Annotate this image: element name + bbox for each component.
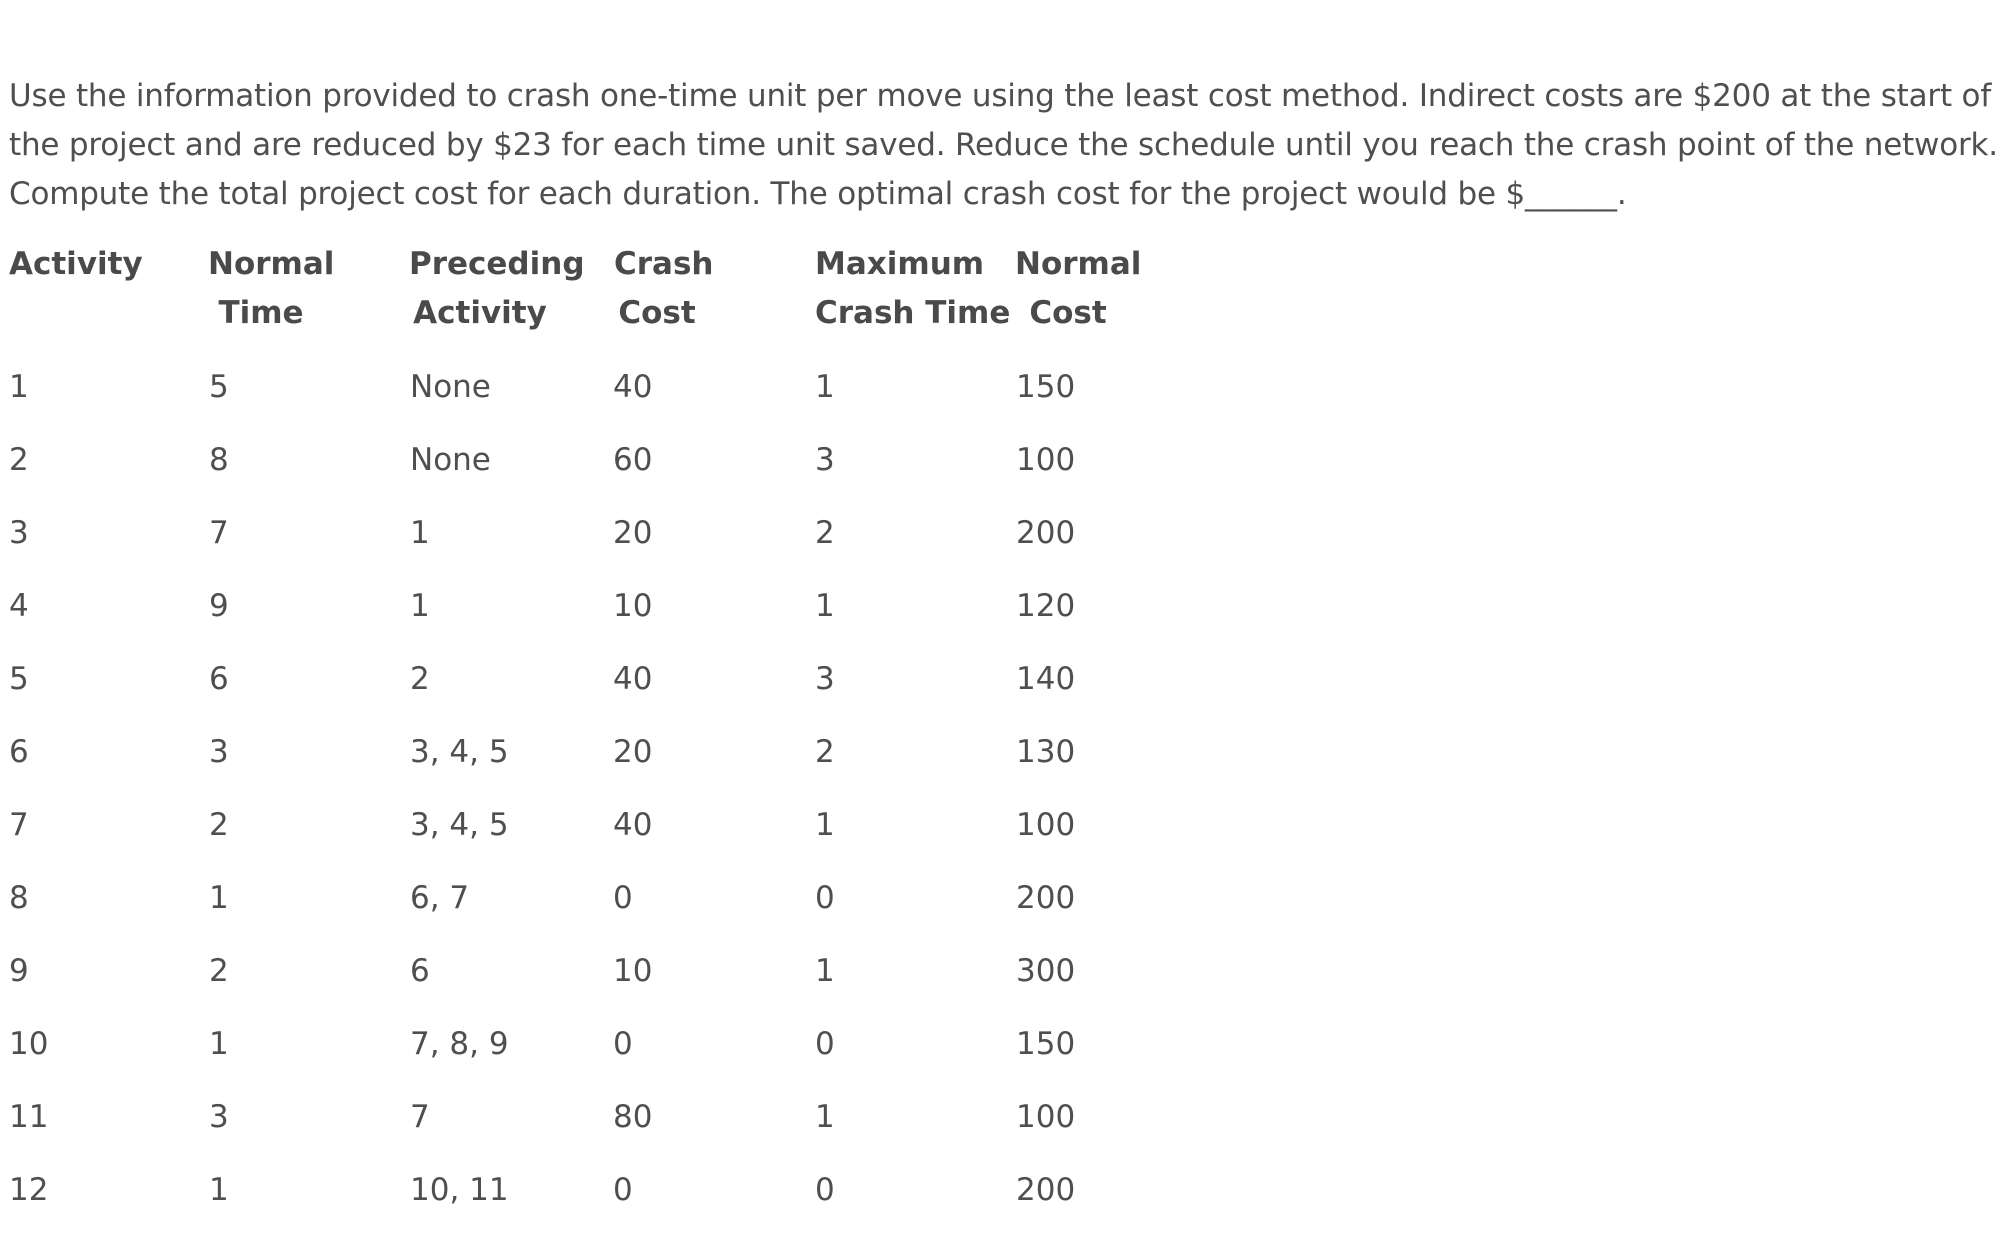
cell-maximum-crash-time: 3 — [815, 442, 835, 478]
header-preceding-activity — [409, 240, 585, 338]
cell-activity: 5 — [9, 661, 29, 697]
cell-crash-cost: 20 — [613, 734, 653, 770]
cell-normal-time: 2 — [209, 953, 229, 989]
header-crash-cost-line1: Crash — [614, 246, 714, 282]
cell-crash-cost: 0 — [613, 880, 633, 916]
header-activity-line1: Activity — [9, 246, 143, 282]
cell-preceding-activity: 2 — [410, 661, 430, 697]
cell-preceding-activity: None — [410, 442, 491, 478]
cell-maximum-crash-time: 1 — [815, 1099, 835, 1135]
cell-activity: 7 — [9, 807, 29, 843]
cell-normal-cost: 140 — [1016, 661, 1076, 697]
cell-activity: 12 — [9, 1172, 49, 1208]
header-maximum-crash-time — [815, 240, 1011, 338]
cell-normal-cost: 150 — [1016, 1026, 1076, 1062]
cell-normal-time: 7 — [209, 515, 229, 551]
header-normal-time-line2: Time — [218, 295, 304, 331]
cell-normal-cost: 150 — [1016, 369, 1076, 405]
cell-maximum-crash-time: 0 — [815, 1172, 835, 1208]
header-activity — [9, 240, 143, 289]
question-text: Use the information provided to crash one-time unit per move using the least cost method. Indirect costs are $200 at the start of the project and are reduced by $23 for each time unit saved. Reduce the schedule until you reach the crash point of the network. Compute the total project cost for each duration. The optimal crash cost for the project would be $______. — [9, 78, 1998, 212]
cell-preceding-activity: 1 — [410, 515, 430, 551]
cell-preceding-activity: 7 — [410, 1099, 430, 1135]
cell-maximum-crash-time: 2 — [815, 515, 835, 551]
cell-activity: 9 — [9, 953, 29, 989]
cell-preceding-activity: 10, 11 — [410, 1172, 509, 1208]
cell-normal-time: 3 — [209, 734, 229, 770]
cell-activity: 11 — [9, 1099, 49, 1135]
header-normal-cost-line1: Normal — [1015, 246, 1142, 282]
cell-preceding-activity: 6 — [410, 953, 430, 989]
cell-activity: 3 — [9, 515, 29, 551]
cell-normal-cost: 200 — [1016, 880, 1076, 916]
cell-normal-time: 1 — [209, 880, 229, 916]
header-preceding-activity-line2: Activity — [413, 295, 547, 331]
cell-normal-time: 1 — [209, 1172, 229, 1208]
cell-normal-time: 3 — [209, 1099, 229, 1135]
cell-maximum-crash-time: 1 — [815, 588, 835, 624]
header-crash-cost — [614, 240, 714, 338]
cell-maximum-crash-time: 2 — [815, 734, 835, 770]
cell-normal-time: 5 — [209, 369, 229, 405]
cell-preceding-activity: 1 — [410, 588, 430, 624]
header-preceding-activity-line1: Preceding — [409, 246, 585, 282]
header-maximum-crash-time-line1: Maximum — [815, 246, 985, 282]
cell-crash-cost: 40 — [613, 369, 653, 405]
cell-crash-cost: 10 — [613, 588, 653, 624]
header-crash-cost-line2: Cost — [618, 295, 696, 331]
cell-maximum-crash-time: 0 — [815, 1026, 835, 1062]
cell-crash-cost: 0 — [613, 1172, 633, 1208]
cell-crash-cost: 40 — [613, 807, 653, 843]
cell-preceding-activity: None — [410, 369, 491, 405]
cell-maximum-crash-time: 0 — [815, 880, 835, 916]
cell-activity: 4 — [9, 588, 29, 624]
header-normal-cost-line2: Cost — [1029, 295, 1107, 331]
cell-normal-cost: 200 — [1016, 515, 1076, 551]
cell-activity: 6 — [9, 734, 29, 770]
cell-maximum-crash-time: 3 — [815, 661, 835, 697]
cell-normal-cost: 100 — [1016, 807, 1076, 843]
cell-preceding-activity: 3, 4, 5 — [410, 734, 509, 770]
cell-crash-cost: 0 — [613, 1026, 633, 1062]
cell-preceding-activity: 3, 4, 5 — [410, 807, 509, 843]
cell-maximum-crash-time: 1 — [815, 369, 835, 405]
cell-crash-cost: 20 — [613, 515, 653, 551]
cell-crash-cost: 40 — [613, 661, 653, 697]
cell-preceding-activity: 6, 7 — [410, 880, 470, 916]
cell-normal-time: 8 — [209, 442, 229, 478]
header-normal-cost — [1015, 240, 1142, 338]
cell-normal-cost: 120 — [1016, 588, 1076, 624]
cell-normal-time: 2 — [209, 807, 229, 843]
cell-normal-time: 9 — [209, 588, 229, 624]
header-normal-time-line1: Normal — [208, 246, 335, 282]
cell-normal-cost: 100 — [1016, 1099, 1076, 1135]
cell-crash-cost: 10 — [613, 953, 653, 989]
cell-activity: 2 — [9, 442, 29, 478]
header-normal-time — [208, 240, 335, 338]
cell-activity: 10 — [9, 1026, 49, 1062]
header-maximum-crash-time-line2: Crash Time — [815, 295, 1011, 331]
cell-normal-cost: 130 — [1016, 734, 1076, 770]
cell-normal-cost: 300 — [1016, 953, 1076, 989]
cell-normal-time: 6 — [209, 661, 229, 697]
cell-crash-cost: 60 — [613, 442, 653, 478]
cell-preceding-activity: 7, 8, 9 — [410, 1026, 509, 1062]
cell-normal-cost: 200 — [1016, 1172, 1076, 1208]
cell-normal-time: 1 — [209, 1026, 229, 1062]
cell-activity: 1 — [9, 369, 29, 405]
cell-normal-cost: 100 — [1016, 442, 1076, 478]
cell-maximum-crash-time: 1 — [815, 953, 835, 989]
cell-maximum-crash-time: 1 — [815, 807, 835, 843]
cell-activity: 8 — [9, 880, 29, 916]
cell-crash-cost: 80 — [613, 1099, 653, 1135]
